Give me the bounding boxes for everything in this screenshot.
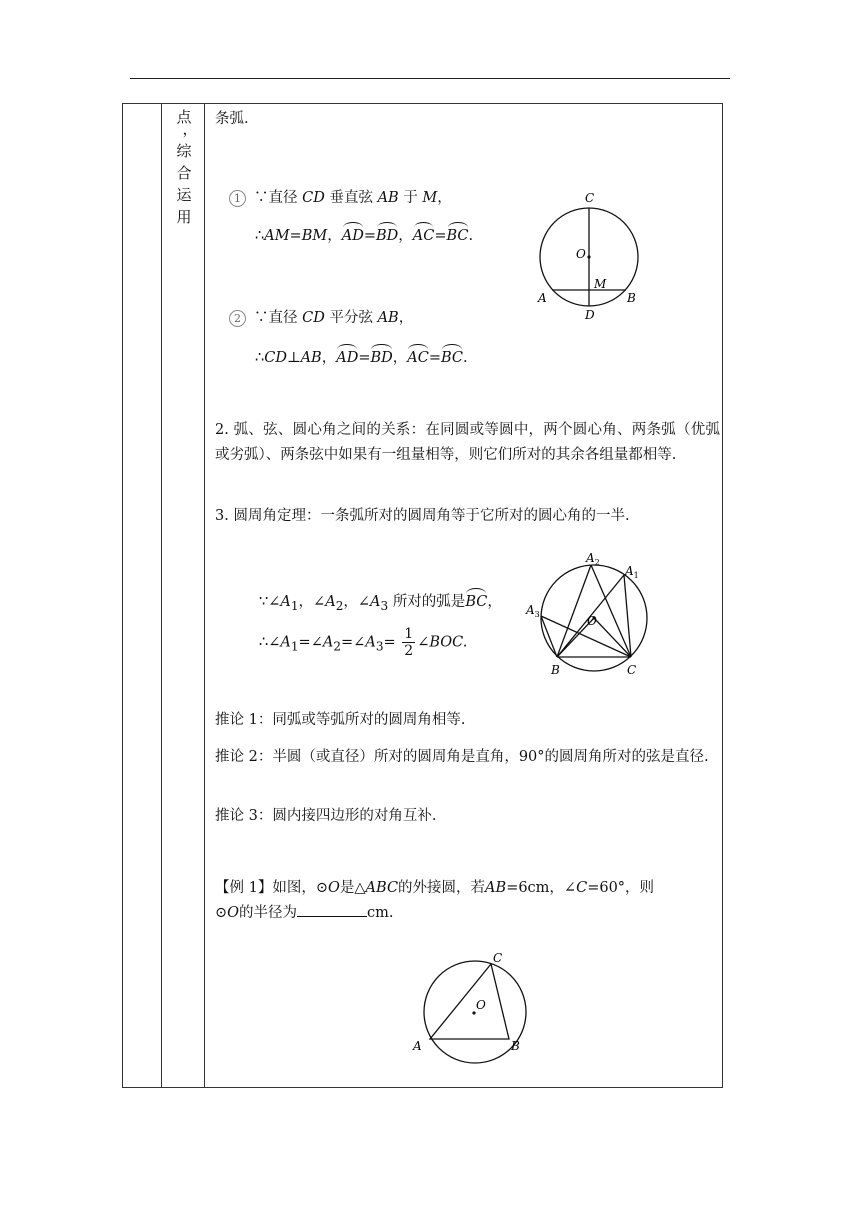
label-a: A	[413, 1039, 422, 1053]
arc-bd: BD	[370, 350, 393, 366]
label-b: B	[551, 663, 560, 677]
example-label: 【例 1】	[215, 880, 273, 896]
theorem-item-2-conclusion	[255, 346, 468, 367]
category-char: 综	[176, 142, 192, 160]
intro-text: 条弧.	[215, 111, 249, 127]
var-o: O	[227, 905, 240, 921]
text: ∴∠	[259, 634, 281, 651]
text: cm.	[367, 905, 394, 921]
var-a: A	[280, 634, 291, 651]
var-abc: ABC	[365, 880, 399, 896]
text: =60°，则	[587, 880, 655, 896]
text: =	[428, 350, 441, 366]
category-char: 运	[176, 186, 192, 204]
label-a: A	[538, 291, 547, 305]
arc-bd: BD	[375, 228, 399, 244]
label-b: B	[511, 1039, 520, 1053]
subscript: 3	[380, 598, 389, 613]
radius-oc	[594, 618, 631, 657]
corollary-1: 推论 1：同弧或等弧所对的圆周角相等.	[215, 712, 466, 728]
text: ⊙	[215, 905, 228, 921]
text: 的半径为	[239, 905, 298, 921]
inscribed-angle-line-1: $\because\angle A_1$，$\angle A_2$，$\angle A_3$ 所对的弧是BC，	[259, 594, 502, 613]
arc-ad: AD	[341, 228, 364, 244]
var-c: C	[576, 880, 588, 896]
var-cd: CD	[302, 310, 325, 326]
item-number: 1	[229, 190, 246, 207]
text: 是△	[339, 880, 366, 896]
inscribed-angles-figure	[526, 550, 665, 682]
fraction-numerator: 1	[404, 626, 414, 642]
text: ∵∠	[259, 594, 281, 610]
var-ab: AB	[485, 880, 507, 896]
category-char: 用	[176, 208, 192, 226]
triangle-abc	[430, 964, 509, 1039]
inscribed-angle-line-2: $\therefore\angle A_1=\angle A_2=\angle A_3=$ $\frac{1}{2}$ ∠BOC.	[259, 626, 468, 659]
label-o: O	[587, 614, 597, 628]
table-divider-2	[204, 104, 205, 1087]
item-number: 2	[229, 310, 246, 327]
label-m: M	[594, 277, 607, 291]
text: ，	[487, 594, 502, 610]
corollary-2: 推论 2：半圆（或直径）所对的圆周角是直角，90°的圆周角所对的弦是直径.	[215, 749, 709, 765]
text: =6cm，∠	[506, 880, 577, 896]
text: =	[363, 228, 376, 244]
header-rule	[130, 78, 730, 79]
point-3-text: 3. 圆周角定理：一条弧所对的圆周角等于它所对的圆心角的一半.	[215, 508, 630, 524]
corollary-3: 推论 3：圆内接四边形的对角互补.	[215, 808, 437, 824]
arc-ac: AC	[412, 228, 435, 244]
text: 的外接圆，若	[398, 880, 486, 896]
var-cd: CD	[302, 190, 325, 206]
center-point	[587, 255, 590, 258]
text: .	[468, 228, 474, 244]
theorem-item-1	[229, 186, 452, 207]
therefore-symbol: ∴	[255, 228, 265, 244]
category-char: 合	[176, 164, 192, 182]
text: ，	[327, 228, 342, 244]
text: 平分弦	[329, 310, 373, 326]
arc-bc: BC	[441, 350, 464, 366]
text: 如图，⊙	[272, 880, 328, 896]
line-a2b	[557, 565, 591, 657]
subscript: 3	[375, 639, 384, 654]
text: ，	[398, 228, 413, 244]
var-m: M	[422, 190, 438, 206]
var-a: A	[370, 594, 381, 610]
text: ∵直径	[254, 310, 298, 326]
label-c: C	[585, 191, 595, 205]
answer-blank[interactable]	[297, 903, 367, 917]
content-table	[122, 103, 723, 1088]
label-c: C	[627, 663, 637, 677]
var-ab: AB	[377, 190, 399, 206]
table-divider-1	[161, 104, 162, 1087]
label-o: O	[476, 998, 486, 1012]
subscript: 2	[335, 598, 344, 613]
var-ab: AB	[377, 310, 399, 326]
var-o: O	[328, 880, 340, 896]
label-b: B	[627, 291, 636, 305]
theorem-item-2	[229, 306, 413, 327]
subscript: 1	[290, 598, 299, 613]
category-char: 点	[176, 108, 192, 126]
fraction-denominator: 2	[404, 643, 414, 659]
text: =	[358, 350, 371, 366]
category-column	[163, 104, 205, 228]
label-a2: $A_2$	[586, 551, 600, 567]
text: 垂直弦	[329, 190, 373, 206]
fraction-half	[402, 626, 415, 659]
diameter-chord-figure	[533, 188, 653, 324]
var-a: A	[322, 634, 334, 651]
label-c: C	[493, 951, 503, 965]
text: ，	[437, 190, 452, 206]
label-a3: $A_3$	[526, 603, 540, 619]
text: 于	[403, 190, 418, 206]
arc-ad: AD	[336, 350, 359, 366]
text: ∵直径	[254, 190, 298, 206]
circumcircle-figure	[405, 948, 545, 1060]
text: ，	[321, 350, 337, 366]
text: ，	[392, 350, 408, 366]
subscript: 2	[333, 639, 342, 654]
label-d: D	[585, 308, 595, 322]
var-a: A	[280, 594, 291, 610]
var-a: A	[325, 594, 336, 610]
theorem-item-1-conclusion	[255, 224, 473, 245]
subscript: 1	[290, 639, 299, 654]
point-2-text: 2. 弧、弦、圆心角之间的关系：在同圆或等圆中，两个圆心角、两条弧（优弧或劣弧）、两条弦中如果有一组量相等，则它们所对的其余各组量都相等.	[215, 422, 720, 463]
text: .	[463, 350, 468, 366]
var-a: A	[365, 634, 376, 651]
label-o: O	[576, 247, 586, 261]
label-a1: $A_1$	[625, 564, 639, 580]
eq-am-bm: AM=BM	[264, 228, 328, 244]
cd-perp-ab: CD⊥AB	[264, 350, 322, 366]
arc-ac: AC	[407, 350, 429, 366]
arc-bc: BC	[446, 228, 469, 244]
example-1-text	[215, 876, 720, 926]
category-char: ，	[182, 120, 198, 138]
line-a2c	[591, 565, 631, 657]
therefore-symbol: ∴	[255, 350, 265, 366]
text: ，	[398, 310, 414, 326]
text: =	[434, 228, 447, 244]
arc-bc: BC	[465, 594, 488, 610]
angle-boc: ∠BOC.	[417, 634, 468, 651]
text: 所对的弧是	[392, 594, 466, 610]
